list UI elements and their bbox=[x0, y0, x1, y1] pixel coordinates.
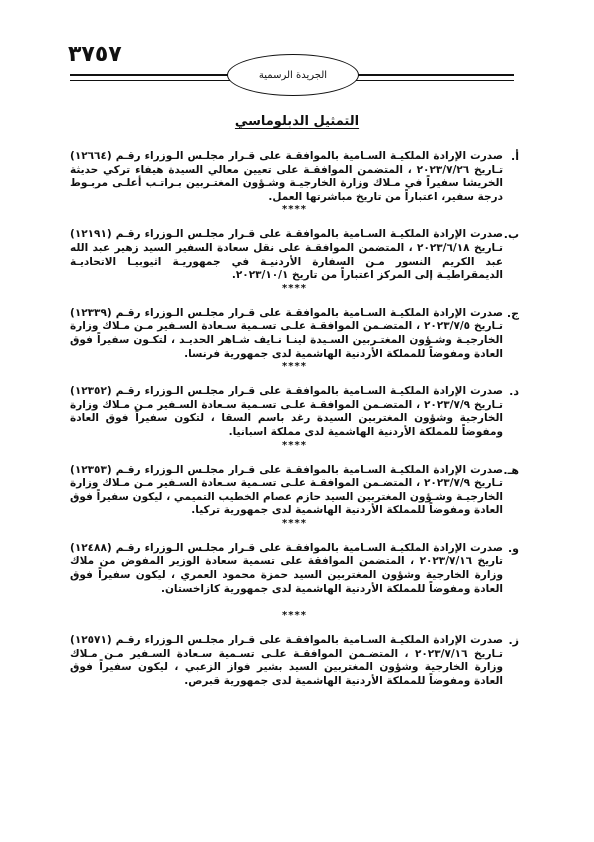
section-title-text: التمثيل الدبلوماسي bbox=[234, 114, 360, 129]
item-text: صدرت الإرادة الملكيـة السـامية بالموافقـة على قـرار مجلـس الـوزراء رقـم (١٢٣٣٩) تـاريخ ٢٠٢٣/٧/٥ ، المتضـمن الموافقـة علـى تسـمية سـعادة السـفير مـن مـلاك وزارة الخارجيـة وشـؤون المغتـربين السـيدة لينـا نـايف شـاهر الحديـد ، لتكـون سفيراً فوق العادة ومفوضاً للمملكة الأردنية الهاشمية لدى جمهورية فرنسا. bbox=[70, 306, 503, 360]
item-text: صدرت الإرادة الملكيـة السـامية بالموافقـة على قـرار مجلـس الـوزراء رقـم (١٢٣٥٣) تـاريخ ٢٠٢٣/٧/٩ ، المتضـمن الموافقـة علـى تسـمية سـعادة السـفير مـن مـلاك وزارة الخارجيـة وشـؤون المغتربين السيد حازم عصام الخطيب التميمي ، ليكون سفيراً فوق العادة ومفوضاً للمملكة الأردنية الهاشمية لدى جمهورية تركيا. bbox=[70, 463, 503, 517]
item-text: صدرت الإرادة الملكيـة السـامية بالموافقـة على قـرار مجلـس الـوزراء رقـم (١٢٦٦٤) تـاريخ ٢٠٢٣/٧/٢٦ ، المتضمن الموافقـة على تعيين معالي السيدة هيفاء تركي حديثة الخريشا سفيراً في مـلاك وزارة الخارجيـة وشـؤون المغتـربين بـراتـب أعلـى مربـوط درجة سفير، اعتباراً من تاريخ مباشرتها العمل. bbox=[70, 150, 504, 203]
separator: **** bbox=[282, 282, 307, 294]
separator: **** bbox=[282, 610, 307, 622]
item-text: صدرت الإرادة الملكيـة السـامية بالموافقـة على قـرار مجلـس الـوزراء رقـم (١٢٥٧١) تـاريخ ٢٠٢٣/٧/١٦ ، المتضـمن الموافقـة علـى تسـمية سـعادة السـفير مـن مـلاك وزارة الخارجية وشؤون المغتربين السيد بشير فواز الزعبي ، ليكون سفيراً فوق العادة ومفوضاً للمملكة الأردنية الهاشمية لدى جمهورية قبرص. bbox=[70, 634, 503, 688]
section-title bbox=[0, 114, 594, 129]
item-letter: ز. bbox=[508, 634, 519, 648]
item-letter: هـ. bbox=[503, 463, 519, 477]
item-letter: ج. bbox=[506, 306, 519, 320]
list-item bbox=[70, 385, 519, 439]
separator: **** bbox=[282, 439, 307, 451]
item-letter: و. bbox=[507, 541, 519, 555]
separator: **** bbox=[282, 361, 307, 373]
items-list bbox=[70, 150, 519, 689]
item-text: صدرت الإرادة الملكيـة السـامية بالموافقـة على قـرار مجلـس الـوزراء رقـم (١٢٤٨٨) تاريخ ٢٠٢٣/٧/١٦ ، المتضمن الموافقة على تسمية سعادة الوزير المفوض من ملاك وزارة الخارجية وشؤون المغتربين السيد حمزة محمود العمري ، ليكون سفيراً فوق العادة ومفوضاً للمملكة الأردنية الهاشمية لدى جمهورية كازاخستان. bbox=[70, 541, 503, 595]
header-oval bbox=[227, 54, 359, 96]
separator: **** bbox=[282, 204, 307, 216]
page-number: ٣٧٥٧ bbox=[68, 42, 122, 67]
item-text: صدرت الإرادة الملكيـة السـامية بالموافقـة على قـرار مجلـس الـوزراء رقـم (١٢٣٥٢) تـاريخ ٢٠٢٣/٧/٩ ، المتضـمن الموافقـة علـى تسـمية سـعادة السـفير مـن مـلاك وزارة الخارجية وشؤون المغتربين السيدة رغد باسم السقا ، لتكون سفيراً فوق العادة ومفوضاً للمملكة الأردنية الهاشمية لدى مملكة اسبانيا. bbox=[70, 385, 503, 438]
item-text: صدرت الإرادة الملكيـة السـامية بالموافقـة على قـرار مجلـس الـوزراء رقـم (١٢١٩١) تـاريخ ٢٠٢٣/٦/١٨ ، المتضمن الموافقـة على نقل سعادة السفير السيد زهير عبد الله عبد الكريم النسور مـن السفارة الأردنيـة في جمهوريـة اثيوبيـا الاتحاديـة الديمقراطيـة إلى المركز اعتباراً من تاريخ ٢٠٢٣/١٠/١. bbox=[70, 228, 503, 282]
list-item bbox=[70, 634, 519, 688]
list-item bbox=[70, 228, 519, 282]
list-item bbox=[70, 464, 519, 518]
item-letter: ب. bbox=[503, 228, 519, 242]
separator: **** bbox=[282, 517, 307, 529]
list-item bbox=[70, 542, 519, 596]
header-label: الجريدة الرسمية bbox=[258, 69, 328, 81]
list-item bbox=[70, 307, 519, 361]
item-letter: أ. bbox=[511, 150, 519, 163]
list-item bbox=[70, 150, 519, 204]
item-letter: د. bbox=[509, 385, 519, 399]
